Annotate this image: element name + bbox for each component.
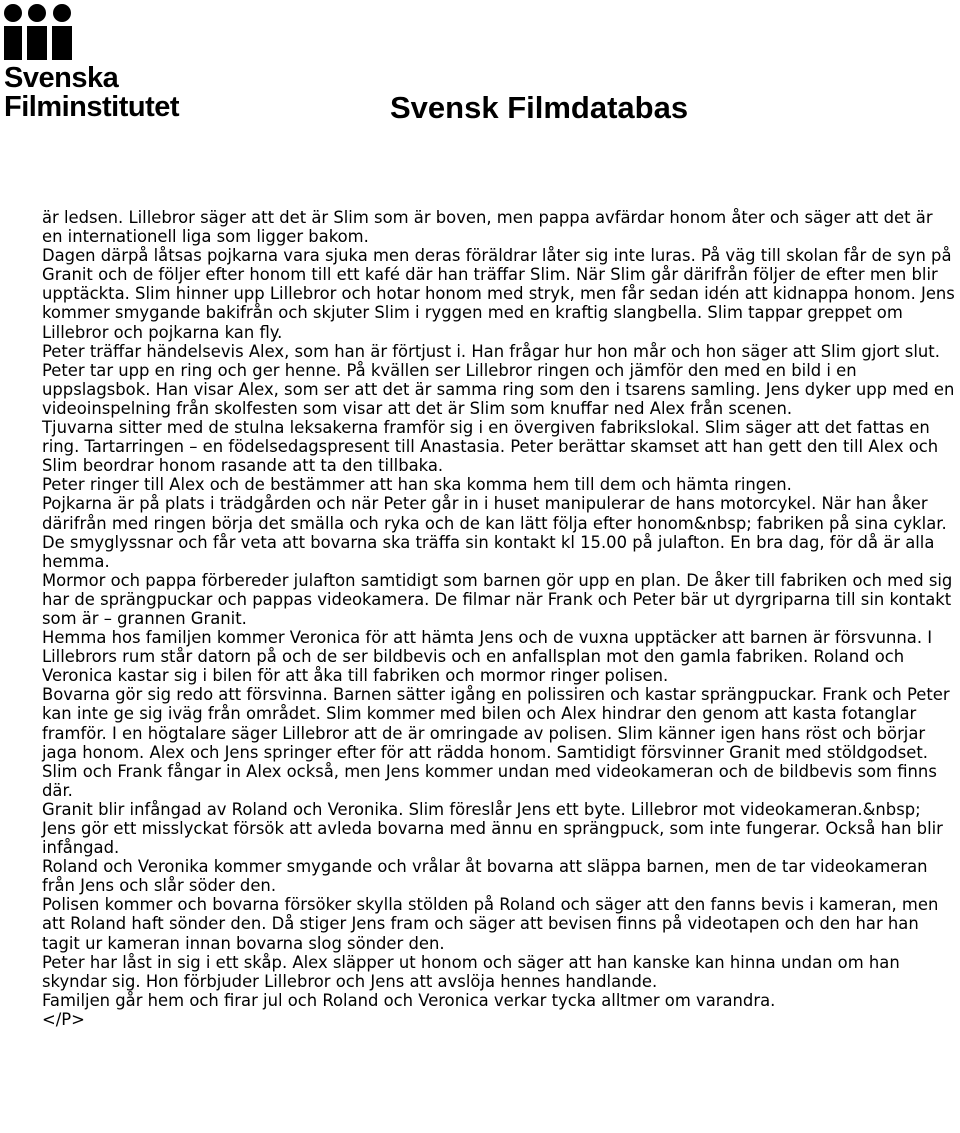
logo-text-line1: Svenska [4,62,119,94]
logo-text-line2: Filminstitutet [4,91,180,123]
synopsis-paragraph: Roland och Veronika kommer smygande och vrålar åt bovarna att släppa barnen, men de tar videokameran från Jens och slår söder den. [42,857,928,896]
synopsis-paragraph: Granit blir infångad av Roland och Veronika. Slim föreslår Jens ett byte. Lillebror mot videokameran.&nbsp; Jens gör ett misslyckat försök att avleda bovarna med ännu en sprängpuck, som inte fungerar. Också han blir infångad. [42,799,943,858]
synopsis-paragraph: Hemma hos familjen kommer Veronica för att hämta Jens och de vuxna upptäcker att barnen är försvunna. I Lillebrors rum står datorn på och de ser bildbevis och en anfallsplan mot den gamla fabriken. Roland och Veronica kastar sig i bilen för att åka till fabriken och mormor ringer polisen. [42,628,933,686]
synopsis-paragraph: Pojkarna är på plats i trädgården och när Peter går in i huset manipulerar de hans motorcykel. När han åker därifrån med ringen börja det smälla och ryka och de kan lätt följa efter honom&nbsp; fabriken på sina cyklar. De smyglyssnar och får veta att bovarna ska träffa sin kontakt kl 15.00 på julafton. En bra dag, för då är alla hemma. [42,494,947,571]
synopsis-paragraph: Familjen går hem och firar jul och Roland och Veronica verkar tycka alltmer om varandra. [42,990,776,1010]
synopsis-paragraph: är ledsen. Lillebror säger att det är Slim som är boven, men pappa avfärdar honom åter och säger att det är en internationell liga som ligger bakom. [42,208,933,247]
raw-closing-tag: </P> [42,1009,85,1029]
synopsis-paragraph: Dagen därpå låtsas pojkarna vara sjuka men deras föräldrar låter sig inte luras. På väg till skolan får de syn på Granit och de följer efter honom till ett kafé där han träffar Slim. När Slim går därifrån följer de efter men blir upptäckta. Slim hinner upp Lillebror och hotar honom med stryk, men får sedan idén att kidnappa honom. Jens kommer smygande bakifrån och skjuter Slim i ryggen med en kraftig slangbella. Slim tappar greppet om Lillebror och pojkarna kan fly. [42,246,955,342]
synopsis-paragraph: Mormor och pappa förbereder julafton samtidigt som barnen gör upp en plan. De åker till fabriken och med sig har de sprängpuckar och pappas videokamera. De filmar när Frank och Peter bär ut dyrgriparna till sin kontakt som är – grannen Granit. [42,570,953,628]
synopsis-paragraph: Polisen kommer och bovarna försöker skylla stölden på Roland och säger att den fanns bevis i kameran, men att Roland haft sönder den. Då stiger Jens fram och säger att bevisen finns på videotapen och den har han tagit ur kameran innan bovarna slog sönder den. [42,895,939,953]
svenska-filminstitutet-logo[interactable] [0,0,200,125]
synopsis-paragraph: Bovarna gör sig redo att försvinna. Barnen sätter igång en polissiren och kastar sprängpuckar. Frank och Peter kan inte ge sig iväg från området. Slim kommer med bilen och Alex hindrar den genom att kasta fotanglar framför. I en högtalare säger Lillebror att de är omringade av polisen. Slim känner igen hans röst och börjar jaga honom. Alex och Jens springer efter för att rädda honom. Samtidigt försvinner Granit med stöldgodset. Slim och Frank fångar in Alex också, men Jens kommer undan med videokameran och de bildbevis som finns där. [42,685,950,800]
synopsis-paragraph: Peter har låst in sig i ett skåp. Alex släpper ut honom och säger att han kanske kan hinna undan om han skyndar sig. Hon förbjuder Lillebror och Jens att avslöja hennes handlande. [42,952,900,991]
site-title: Svensk Filmdatabas [390,90,689,125]
synopsis-text [42,208,958,1029]
logo-squares-icon [4,4,74,60]
synopsis-paragraph: Peter ringer till Alex och de bestämmer att han ska komma hem till dem och hämta ringen. [42,475,792,495]
synopsis-paragraph: Tjuvarna sitter med de stulna leksakerna framför sig i en övergiven fabrikslokal. Slim säger att det fattas en ring. Tartarringen – en födelsedagspresent till Anastasia. Peter berättar skamset att han gett den till Alex och Slim beordrar honom rasande att ta den tillbaka. [42,418,939,476]
synopsis-paragraph: Peter träffar händelsevis Alex, som han är förtjust i. Han frågar hur hon mår och hon säger att Slim gjort slut. Peter tar upp en ring och ger henne. På kvällen ser Lillebror ringen och jämför den med en bild i en uppslagsbok. Han visar Alex, som ser att det är samma ring som den i tsarens samling. Jens dyker upp med en videoinspelning från skolfesten som visar att det är Slim som knuffar ned Alex från scenen. [42,341,955,418]
